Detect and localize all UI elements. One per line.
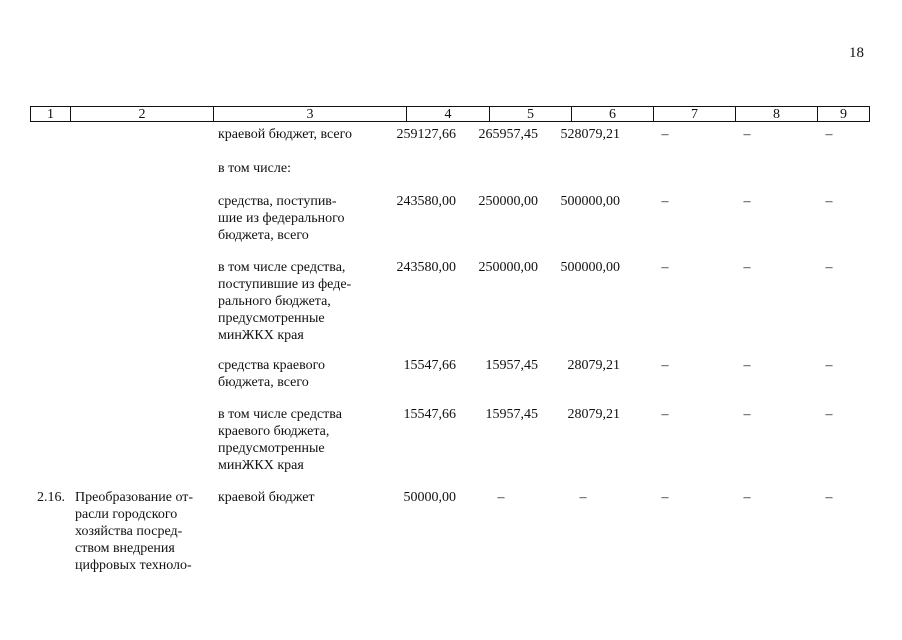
row-6-val-7: – [661, 490, 669, 505]
row-4-val-7: – [661, 358, 669, 373]
row-2-source-line-3: бюджета, всего [218, 228, 309, 243]
row-2-source-line-2: шие из федерального [218, 211, 345, 226]
header-col-8: 8 [736, 107, 818, 121]
row-6-val-4: 50000,00 [403, 490, 456, 505]
row-4-source-line-2: бюджета, всего [218, 375, 309, 390]
row-5-val-8: – [743, 407, 751, 422]
row-3-source-line-2: поступившие из феде- [218, 277, 352, 292]
row-4-val-4: 15547,66 [403, 358, 456, 373]
page-number: 18 [849, 45, 864, 61]
row-0-val-9: – [825, 127, 833, 142]
row-2-val-9: – [825, 194, 833, 209]
row-3-val-8: – [743, 260, 751, 275]
row-3-source-line-5: минЖКХ края [218, 328, 304, 343]
row-6-name-line-3: хозяйства посред- [75, 524, 183, 539]
row-0-source: краевой бюджет, всего [218, 127, 353, 142]
row-5-source-line-1: в том числе средства [218, 407, 342, 422]
row-2-val-7: – [661, 194, 669, 209]
row-6-source: краевой бюджет [218, 490, 315, 505]
header-col-2: 2 [71, 107, 214, 121]
row-6-number: 2.16. [37, 490, 65, 505]
header-col-6: 6 [572, 107, 654, 121]
row-5-val-7: – [661, 407, 669, 422]
row-2-source-line [218, 193, 368, 210]
row-0-val-4: 259127,66 [396, 127, 456, 142]
row-5-source-line-3: предусмотренные [218, 441, 325, 456]
row-6-name-line-4: ством внедрения [75, 541, 175, 556]
header-col-3: 3 [214, 107, 407, 121]
row-6-val-5: – [497, 490, 505, 505]
row-2-source-line-1: средства, поступив- [218, 194, 337, 209]
row-3-source-line-3: рального бюджета, [218, 294, 331, 309]
row-4-source-line-1: средства краевого [218, 358, 325, 373]
row-4-val-9: – [825, 358, 833, 373]
table-header-row [30, 106, 870, 122]
row-6-val-9: – [825, 490, 833, 505]
row-1-source: в том числе: [218, 161, 291, 176]
row-4-val-6: 28079,21 [567, 358, 620, 373]
row-2-val-4: 243580,00 [396, 194, 456, 209]
row-4-val-5: 15957,45 [485, 358, 538, 373]
header-col-1: 1 [31, 107, 71, 121]
header-col-9: 9 [840, 107, 847, 122]
row-3-source-line-1: в том числе средства, [218, 260, 346, 275]
row-3-val-5: 250000,00 [478, 260, 538, 275]
row-6-val-8: – [743, 490, 751, 505]
row-3-val-6: 500000,00 [560, 260, 620, 275]
row-3-val-4: 243580,00 [396, 260, 456, 275]
row-4-val-8: – [743, 358, 751, 373]
header-col-4: 4 [407, 107, 490, 121]
row-6-name-line-5: цифровых техноло- [75, 558, 192, 573]
row-0-val-5: 265957,45 [478, 127, 538, 142]
row-3-source [218, 259, 368, 344]
row-5-source-line-4: минЖКХ края [218, 458, 304, 473]
row-3-val-7: – [661, 260, 669, 275]
row-5-source-line-2: краевого бюджета, [218, 424, 330, 439]
row-5-val-5: 15957,45 [485, 407, 538, 422]
row-6-name-line-1: Преобразование от- [75, 490, 194, 505]
row-2-val-5: 250000,00 [478, 194, 538, 209]
row-0-val-6: 528079,21 [560, 127, 620, 142]
row-3-val-9: – [825, 260, 833, 275]
row-6-val-6: – [579, 490, 587, 505]
row-3-source-line-4: предусмотренные [218, 311, 325, 326]
row-5-val-9: – [825, 407, 833, 422]
row-2-val-6: 500000,00 [560, 194, 620, 209]
row-0-val-8: – [743, 127, 751, 142]
row-5-val-6: 28079,21 [567, 407, 620, 422]
row-0-val-7: – [661, 127, 669, 142]
row-5-source [218, 406, 368, 474]
row-6-name-line-2: расли городского [75, 507, 178, 522]
header-col-5: 5 [490, 107, 572, 121]
row-4-source [218, 357, 368, 391]
row-2-source [218, 193, 368, 244]
row-6-name [75, 489, 207, 574]
header-col-7: 7 [654, 107, 736, 121]
row-2-val-8: – [743, 194, 751, 209]
row-5-val-4: 15547,66 [403, 407, 456, 422]
